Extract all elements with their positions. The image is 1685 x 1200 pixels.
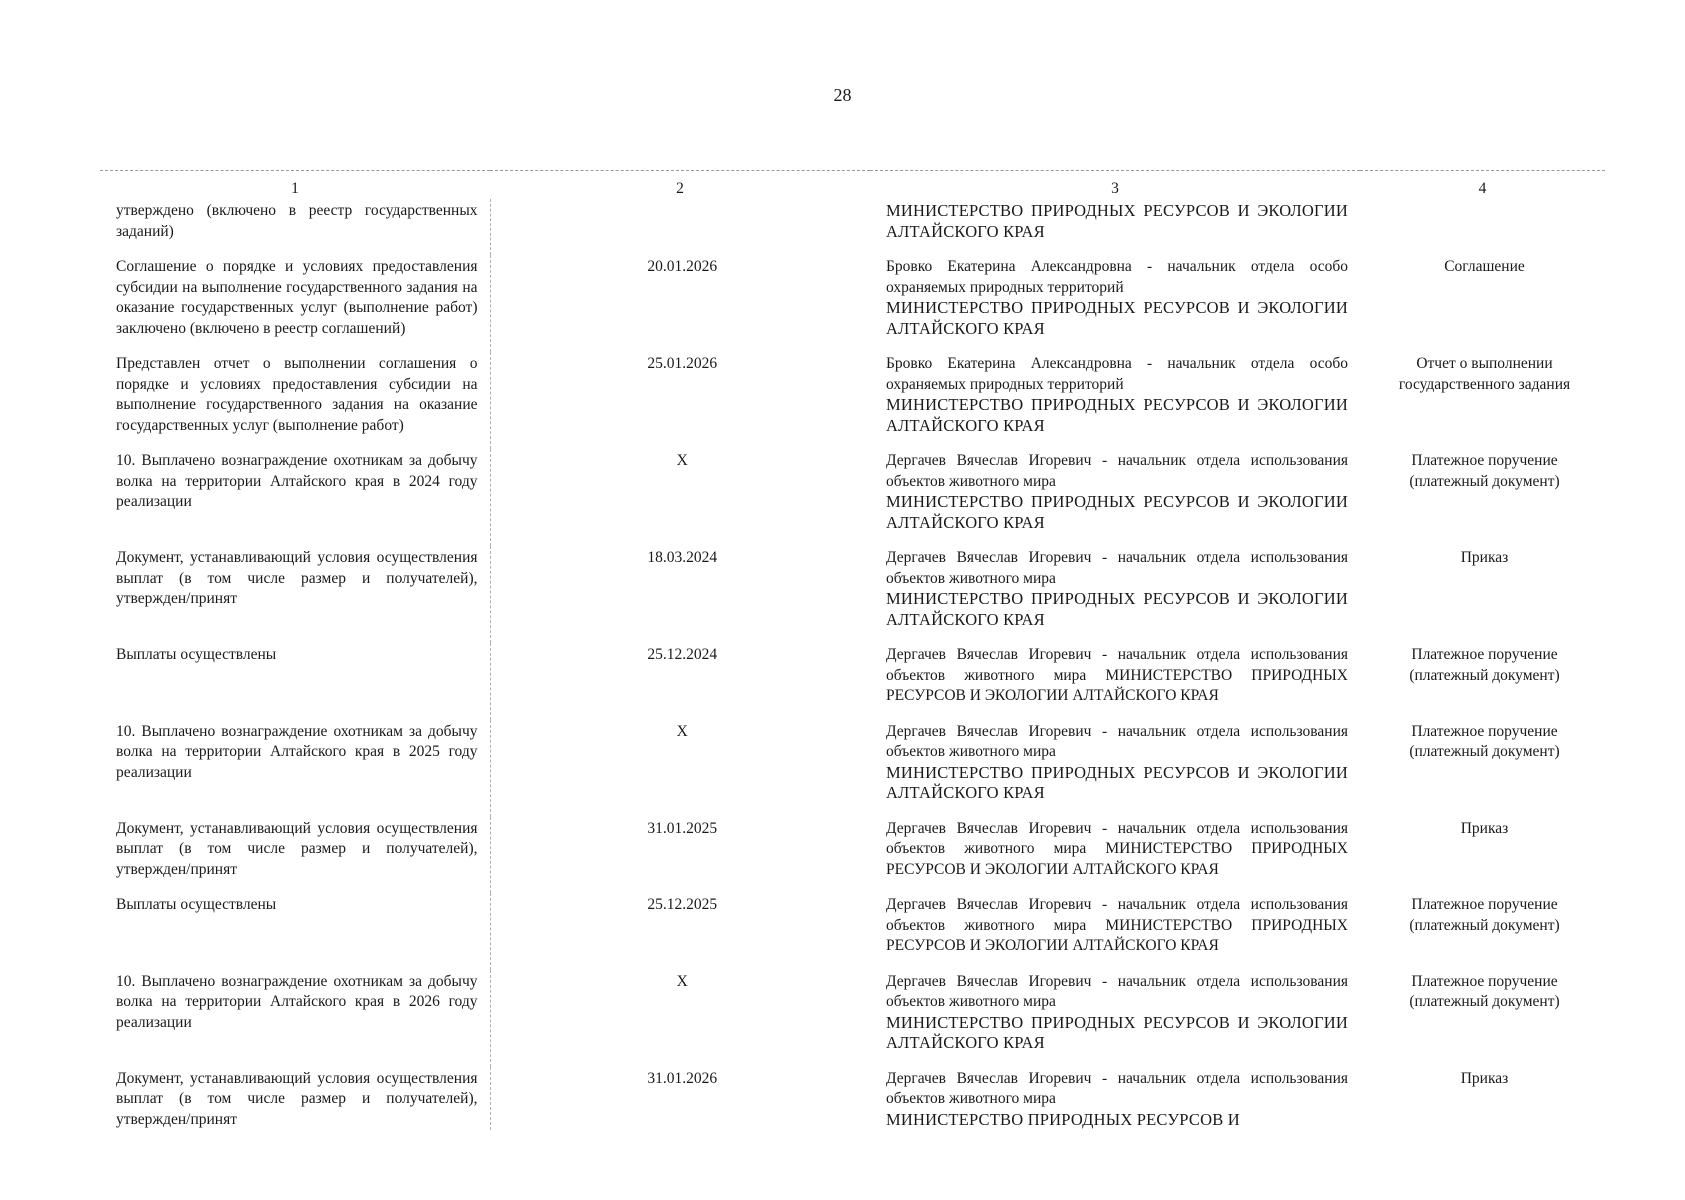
- table-header-row: [100, 171, 1605, 200]
- document-type-cell: Отчет о выполнении государственного задания: [1398, 355, 1571, 393]
- responsible-cell: [870, 449, 1360, 546]
- event-cell: 10. Выплачено вознаграждение охотникам за добычу волка на территории Алтайского края в 2025 году реализации: [100, 720, 490, 817]
- responsible-cell: [870, 817, 1360, 894]
- responsible-person: Дергачев Вячеслав Игоревич - начальник отдела использования объектов животного мира: [886, 1069, 1348, 1107]
- date-cell: X: [676, 722, 688, 740]
- responsible-cell: [870, 255, 1360, 352]
- table-row: [100, 1067, 1605, 1131]
- date-cell: 20.01.2026: [647, 258, 718, 275]
- column-header-2: 2: [490, 171, 870, 200]
- document-type-cell: Платежное поручение (платежный документ): [1409, 722, 1560, 760]
- table-row: [100, 546, 1605, 643]
- responsible-cell: [870, 970, 1360, 1067]
- responsible-person: Дергачев Вячеслав Игоревич - начальник отдела использования объектов животного мира МИНИСТЕРСТВО ПРИРОДНЫХ РЕСУРСОВ И ЭКОЛОГИИ АЛТАЙСКОГО КРАЯ: [886, 646, 1348, 704]
- responsible-person: Дергачев Вячеслав Игоревич - начальник отдела использования объектов животного мира: [886, 549, 1348, 587]
- table-row: [100, 199, 1605, 255]
- page-number: 28: [833, 85, 852, 105]
- event-cell: Документ, устанавливающий условия осуществления выплат (в том числе размер и получателей), утвержден/принят: [100, 1067, 490, 1131]
- table-row: [100, 720, 1605, 817]
- table-row: [100, 817, 1605, 894]
- event-cell: Документ, устанавливающий условия осуществления выплат (в том числе размер и получателей), утвержден/принят: [100, 817, 490, 894]
- date-cell: X: [676, 972, 688, 990]
- document-type-cell: Платежное поручение (платежный документ): [1409, 896, 1560, 934]
- event-cell: Соглашение о порядке и условиях предоставления субсидии на выполнение государственного задания на оказание государственных услуг (выполнение работ) заключено (включено в реестр соглашений): [100, 255, 490, 352]
- date-cell: 25.01.2026: [647, 355, 718, 372]
- document-type-cell: Соглашение: [1444, 258, 1525, 275]
- date-cell: 25.12.2024: [647, 646, 718, 663]
- responsible-person: Дергачев Вячеслав Игоревич - начальник отдела использования объектов животного мира: [886, 722, 1348, 760]
- responsible-person: Дергачев Вячеслав Игоревич - начальник отдела использования объектов животного мира: [886, 972, 1348, 1010]
- ministry-name: МИНИСТЕРСТВО ПРИРОДНЫХ РЕСУРСОВ И ЭКОЛОГИИ АЛТАЙСКОГО КРАЯ: [886, 395, 1348, 435]
- date-cell: 18.03.2024: [647, 549, 718, 566]
- date-cell: 25.12.2025: [647, 896, 718, 913]
- event-cell: Выплаты осуществлены: [100, 643, 490, 720]
- responsible-cell: [870, 546, 1360, 643]
- event-cell: Представлен отчет о выполнении соглашения о порядке и условиях предоставления субсидии на выполнение государственного задания на оказание государственных услуг (выполнение работ): [100, 352, 490, 449]
- document-type-cell: Приказ: [1460, 819, 1509, 837]
- event-cell: 10. Выплачено вознаграждение охотникам за добычу волка на территории Алтайского края в 2026 году реализации: [100, 970, 490, 1067]
- responsible-person: Бровко Екатерина Александровна - начальник отдела особо охраняемых природных территорий: [886, 258, 1348, 296]
- ministry-name: МИНИСТЕРСТВО ПРИРОДНЫХ РЕСУРСОВ И ЭКОЛОГИИ АЛТАЙСКОГО КРАЯ: [886, 201, 1348, 241]
- control-points-table: [100, 170, 1605, 1130]
- table-row: [100, 255, 1605, 352]
- table-row: [100, 449, 1605, 546]
- column-header-1: 1: [100, 171, 490, 200]
- event-cell: Документ, устанавливающий условия осуществления выплат (в том числе размер и получателей), утвержден/принят: [100, 546, 490, 643]
- event-cell: 10. Выплачено вознаграждение охотникам за добычу волка на территории Алтайского края в 2024 году реализации: [100, 449, 490, 546]
- responsible-person: Дергачев Вячеслав Игоревич - начальник отдела использования объектов животного мира: [886, 452, 1348, 490]
- event-cell: утверждено (включено в реестр государственных заданий): [100, 199, 490, 255]
- responsible-person: Бровко Екатерина Александровна - начальник отдела особо охраняемых природных территорий: [886, 355, 1348, 393]
- document-type-cell: Приказ: [1460, 549, 1509, 566]
- document-type-cell: [1360, 199, 1605, 255]
- responsible-person: Дергачев Вячеслав Игоревич - начальник отдела использования объектов животного мира МИНИСТЕРСТВО ПРИРОДНЫХ РЕСУРСОВ И ЭКОЛОГИИ АЛТАЙСКОГО КРАЯ: [886, 819, 1348, 878]
- responsible-cell: [870, 199, 1360, 255]
- date-cell: 31.01.2026: [647, 1069, 718, 1087]
- responsible-cell: [870, 352, 1360, 449]
- ministry-name: МИНИСТЕРСТВО ПРИРОДНЫХ РЕСУРСОВ И ЭКОЛОГИИ АЛТАЙСКОГО КРАЯ: [886, 762, 1348, 802]
- responsible-person: Дергачев Вячеслав Игоревич - начальник отдела использования объектов животного мира МИНИСТЕРСТВО ПРИРОДНЫХ РЕСУРСОВ И ЭКОЛОГИИ АЛТАЙСКОГО КРАЯ: [886, 896, 1348, 954]
- column-header-3: 3: [870, 171, 1360, 200]
- ministry-name: МИНИСТЕРСТВО ПРИРОДНЫХ РЕСУРСОВ И ЭКОЛОГИИ АЛТАЙСКОГО КРАЯ: [886, 589, 1348, 629]
- date-cell: [490, 199, 870, 255]
- responsible-cell: [870, 893, 1360, 970]
- document-type-cell: Платежное поручение (платежный документ): [1409, 972, 1560, 1010]
- table-row: [100, 643, 1605, 720]
- ministry-name: МИНИСТЕРСТВО ПРИРОДНЫХ РЕСУРСОВ И: [886, 1109, 1240, 1129]
- ministry-name: МИНИСТЕРСТВО ПРИРОДНЫХ РЕСУРСОВ И ЭКОЛОГИИ АЛТАЙСКОГО КРАЯ: [886, 1012, 1348, 1052]
- table-row: [100, 893, 1605, 970]
- responsible-cell: [870, 643, 1360, 720]
- responsible-cell: [870, 720, 1360, 817]
- ministry-name: МИНИСТЕРСТВО ПРИРОДНЫХ РЕСУРСОВ И ЭКОЛОГИИ АЛТАЙСКОГО КРАЯ: [886, 298, 1348, 338]
- document-type-cell: Приказ: [1460, 1069, 1509, 1087]
- responsible-cell: [870, 1067, 1360, 1131]
- date-cell: X: [676, 452, 688, 469]
- document-type-cell: Платежное поручение (платежный документ): [1409, 452, 1560, 490]
- document-type-cell: Платежное поручение (платежный документ): [1409, 646, 1560, 684]
- date-cell: 31.01.2025: [647, 819, 718, 837]
- ministry-name: МИНИСТЕРСТВО ПРИРОДНЫХ РЕСУРСОВ И ЭКОЛОГИИ АЛТАЙСКОГО КРАЯ: [886, 492, 1348, 532]
- event-cell: Выплаты осуществлены: [100, 893, 490, 970]
- table-row: [100, 970, 1605, 1067]
- column-header-4: 4: [1360, 171, 1605, 200]
- table-row: [100, 352, 1605, 449]
